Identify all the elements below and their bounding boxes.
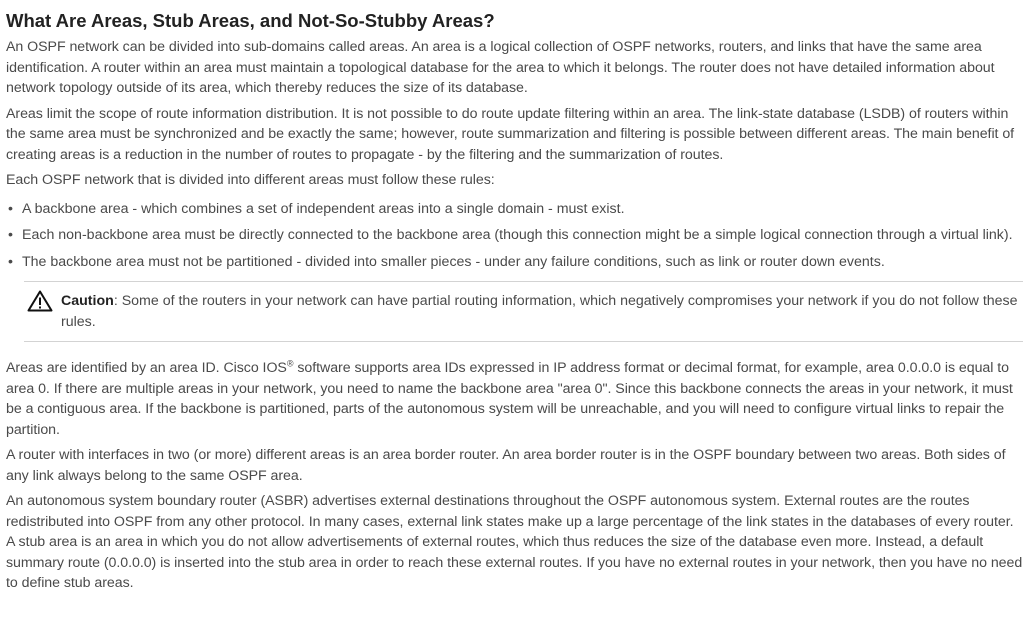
area-id-paragraph <box>6 358 1023 440</box>
list-item <box>6 199 1023 220</box>
page-title: What Are Areas, Stub Areas, and Not-So-Stubby Areas? <box>6 10 495 31</box>
bullet-icon: • <box>8 227 13 243</box>
caution-note <box>24 281 1023 342</box>
list-item-text: The backbone area must not be partitioned - divided into smaller pieces - under any failure conditions, such as link or router down events. <box>22 253 885 270</box>
caution-separator: : <box>113 293 118 309</box>
bullet-icon: • <box>8 200 13 217</box>
area-id-text-start: Areas are identified by an area ID. Cisco IOS <box>6 360 287 376</box>
rules-intro-paragraph: Each OSPF network that is divided into different areas must follow these rules: <box>6 172 495 188</box>
list-item <box>6 252 1023 273</box>
registered-trademark-mark: ® <box>286 358 294 369</box>
caution-label: Caution <box>61 293 114 309</box>
intro-paragraph: An OSPF network can be divided into sub-domains called areas. An area is a logical collection of OSPF networks, routers, and links that have the same area identification. A router within an area must maintain a topological database for the area to which it belongs. The router does not have detailed information about network topology outside of its area, which thereby reduces the size of its database. <box>6 39 995 96</box>
caution-body: Some of the routers in your network can have partial routing information, which negatively compromises your network if you do not follow these rules. <box>61 293 1018 330</box>
rules-list <box>6 199 1023 273</box>
warning-triangle-icon <box>27 290 53 312</box>
list-item <box>6 225 1023 246</box>
abr-paragraph: A router with interfaces in two (or more) different areas is an area border router. An area border router is in the OSPF boundary between two areas. Both sides of any link always belong to the same OSPF area. <box>6 447 1006 484</box>
caution-text <box>61 291 1023 332</box>
list-item-text: Each non-backbone area must be directly connected to the backbone area (though this connection might be a simple logical connection through a virtual link). <box>22 227 1013 243</box>
area-scope-paragraph: Areas limit the scope of route information distribution. It is not possible to do route update filtering within an area. The link-state database (LSDB) of routers within the same area must be synchronized and be exactly the same; however, route summarization and filtering is possible between different areas. The main benefit of creating areas is a reduction in the number of routes to propagate - by the filtering and the summarization of routes. <box>6 105 1015 163</box>
bullet-icon: • <box>8 253 13 270</box>
asbr-paragraph: An autonomous system boundary router (ASBR) advertises external destinations throughout the OSPF autonomous system. External routes are the routes redistributed into OSPF from any other protocol. In many cases, external link states make up a large percentage of the link states in the databases of every router. A stub area is an area in which you do not allow advertisements of external routes, which thus reduces the size of the database even more. Instead, a default summary route (0.0.0.0) is inserted into the stub area in order to reach these external routes. If you have no external routes in your network, then you have no need to define stub areas. <box>6 493 1023 591</box>
area-id-text-end: software supports area IDs expressed in IP address format or decimal format, for example, area 0.0.0.0 is equal to area 0. If there are multiple areas in your network, you need to name the backbone area "area 0". Since this backbone connects the areas in your network, it must be a contiguous area. If the backbone is partitioned, parts of the autonomous system will be unreachable, and you will need to configure virtual links to repair the partition. <box>6 360 1013 438</box>
list-item-text: A backbone area - which combines a set of independent areas into a single domain - must exist. <box>22 200 625 217</box>
